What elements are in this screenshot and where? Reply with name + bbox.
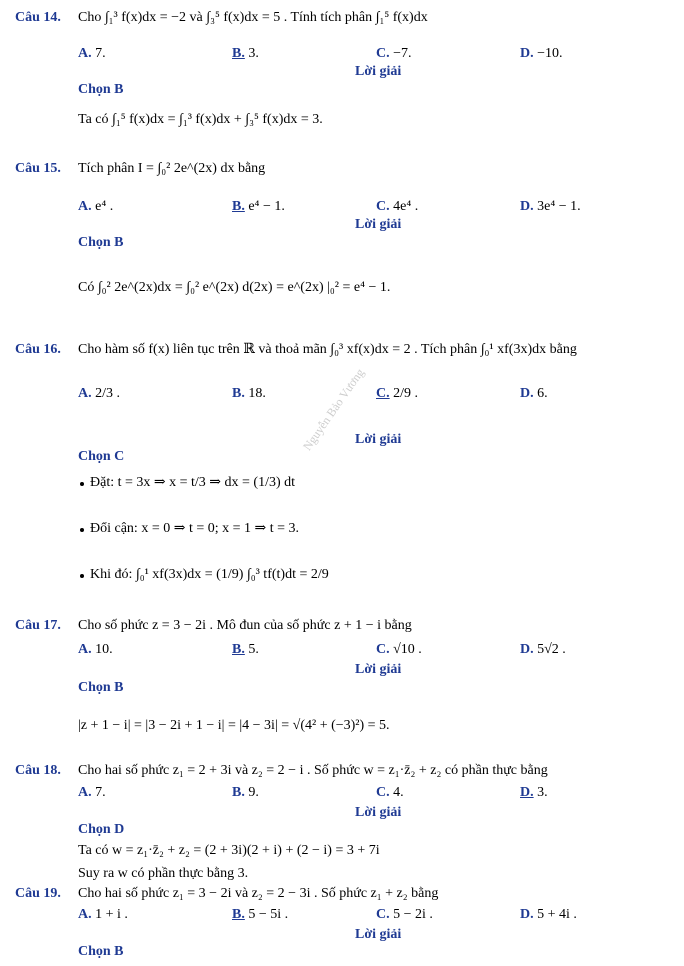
q19-text: Cho hai số phức z₁ = 3 − 2i và z₂ = 2 − 3i . Số phức z₁ + z₂ bằng [78,886,439,901]
bullet-dot [80,528,84,532]
q18-opt-b-key: B. [232,785,245,800]
q15-opt-a-key: A. [78,199,92,214]
q15-text: Tích phân I = ∫₀² 2e^(2x) dx bằng [78,161,266,176]
q16-step-substitution: Đặt: t = 3x ⇒ x = t/3 ⇒ dx = (1/3) dt [90,475,296,490]
q15-work: Có ∫₀² 2e^(2x)dx = ∫₀² e^(2x) d(2x) = e^(2x) |₀² = e⁴ − 1. [78,280,391,295]
q16-choice: Chọn C [78,449,125,464]
q15-opt-c-key: C. [376,199,390,214]
q17-opt-b-key: B. [232,642,245,657]
q19-opt-b-key: B. [232,907,245,922]
q14-opt-c-key: C. [376,46,390,61]
q17-opt-c-val: √10 . [389,642,422,657]
bullet-dot [80,574,84,578]
q16-opt-d-key: D. [520,386,534,401]
q18-conclusion: Suy ra w có phần thực bằng 3. [78,866,249,881]
q17-opt-a-key: A. [78,642,92,657]
q19-opt-a-val: 1 + i . [91,907,128,922]
q14-text: Cho ∫₁³ f(x)dx = −2 và ∫₃⁵ f(x)dx = 5 . Tính tích phân ∫₁⁵ f(x)dx [78,10,428,25]
q16-label: Câu 16. [15,342,61,357]
q17-label: Câu 17. [15,618,61,633]
bullet-dot [80,482,84,486]
author-watermark: Nguyễn Bảo Vương [300,365,367,454]
q17-choice: Chọn B [78,680,124,695]
q15-option-b [232,199,285,215]
q17-option-d [520,642,566,658]
q18-option-a [78,785,106,801]
q15-label: Câu 15. [15,161,61,176]
q16-option-b [232,386,266,402]
q17-option-c [376,642,422,658]
q14-label: Câu 14. [15,10,61,25]
q16-opt-d-val: 6. [533,386,548,401]
q18-opt-b-val: 9. [244,785,259,800]
q14-choice: Chọn B [78,82,124,97]
q18-option-b [232,785,259,801]
q16-opt-a-val: 2/3 . [91,386,121,401]
q18-option-d [520,785,548,801]
q18-choice: Chọn D [78,822,125,837]
q19-opt-c-val: 5 − 2i . [389,907,433,922]
q14-opt-d-val: −10. [533,46,563,61]
q18-opt-c-key: C. [376,785,390,800]
q16-solution-heading: Lời giải [355,432,402,447]
q18-solution-heading: Lời giải [355,805,402,820]
q15-opt-d-key: D. [520,199,534,214]
q14-opt-c-val: −7. [389,46,412,61]
q14-option-a [78,46,106,62]
q14-option-c [376,46,412,62]
q14-opt-d-key: D. [520,46,534,61]
q19-solution-heading: Lời giải [355,927,402,942]
q17-text: Cho số phức z = 3 − 2i . Mô đun của số phức z + 1 − i bằng [78,618,412,633]
q14-opt-a-val: 7. [91,46,106,61]
q17-work: |z + 1 − i| = |3 − 2i + 1 − i| = |4 − 3i| = √(4² + (−3)²) = 5. [78,718,390,733]
q17-opt-d-val: 5√2 . [533,642,566,657]
q19-option-c [376,907,433,923]
q16-opt-b-key: B. [232,386,245,401]
q16-option-c [376,386,418,402]
q14-option-d [520,46,563,62]
q18-opt-a-val: 7. [91,785,106,800]
q15-option-a [78,199,113,215]
q15-opt-d-val: 3e⁴ − 1. [533,199,581,214]
q18-opt-c-val: 4. [389,785,404,800]
q16-opt-c-key: C. [376,386,390,401]
q19-choice: Chọn B [78,944,124,959]
q14-work: Ta có ∫₁⁵ f(x)dx = ∫₁³ f(x)dx + ∫₃⁵ f(x)dx = 3. [78,112,323,127]
q15-opt-b-val: e⁴ − 1. [244,199,285,214]
q19-label: Câu 19. [15,886,61,901]
q17-opt-a-val: 10. [91,642,113,657]
q14-opt-a-key: A. [78,46,92,61]
q15-opt-b-key: B. [232,199,245,214]
q15-option-d [520,199,581,215]
q17-opt-d-key: D. [520,642,534,657]
q14-opt-b-key: B. [232,46,245,61]
q17-opt-c-key: C. [376,642,390,657]
q19-opt-d-val: 5 + 4i . [533,907,577,922]
q18-option-c [376,785,404,801]
q18-opt-d-key: D. [520,785,534,800]
q17-solution-heading: Lời giải [355,662,402,677]
q14-opt-b-val: 3. [244,46,259,61]
q17-option-b [232,642,259,658]
q15-choice: Chọn B [78,235,124,250]
q15-option-c [376,199,418,215]
q19-opt-b-val: 5 − 5i . [244,907,289,922]
q14-solution-heading: Lời giải [355,64,402,79]
q18-opt-d-val: 3. [533,785,548,800]
q18-text: Cho hai số phức z₁ = 2 + 3i và z₂ = 2 − i . Số phức w = z₁·z̄₂ + z₂ có phần thực bằng [78,763,548,778]
q17-opt-b-val: 5. [244,642,259,657]
q16-opt-b-val: 18. [244,386,266,401]
q19-opt-c-key: C. [376,907,390,922]
q17-option-a [78,642,113,658]
q19-opt-d-key: D. [520,907,534,922]
q19-option-a [78,907,128,923]
q15-solution-heading: Lời giải [355,217,402,232]
q16-text: Cho hàm số f(x) liên tục trên ℝ và thoả mãn ∫₀³ xf(x)dx = 2 . Tích phân ∫₀¹ xf(3x)dx bằng [78,342,577,357]
q16-opt-a-key: A. [78,386,92,401]
q14-option-b [232,46,259,62]
q16-step-result: Khi đó: ∫₀¹ xf(3x)dx = (1/9) ∫₀³ tf(t)dt = 2/9 [90,567,329,582]
q18-label: Câu 18. [15,763,61,778]
q16-opt-c-val: 2/9 . [389,386,419,401]
q15-opt-c-val: 4e⁴ . [389,199,419,214]
q19-opt-a-key: A. [78,907,92,922]
q16-option-d [520,386,548,402]
q16-option-a [78,386,120,402]
q18-work: Ta có w = z₁·z̄₂ + z₂ = (2 + 3i)(2 + i) + (2 − i) = 3 + 7i [78,843,380,858]
q16-step-bounds: Đổi cận: x = 0 ⇒ t = 0; x = 1 ⇒ t = 3. [90,521,300,536]
q19-option-b [232,907,288,923]
q15-opt-a-val: e⁴ . [91,199,114,214]
q19-option-d [520,907,577,923]
q18-opt-a-key: A. [78,785,92,800]
